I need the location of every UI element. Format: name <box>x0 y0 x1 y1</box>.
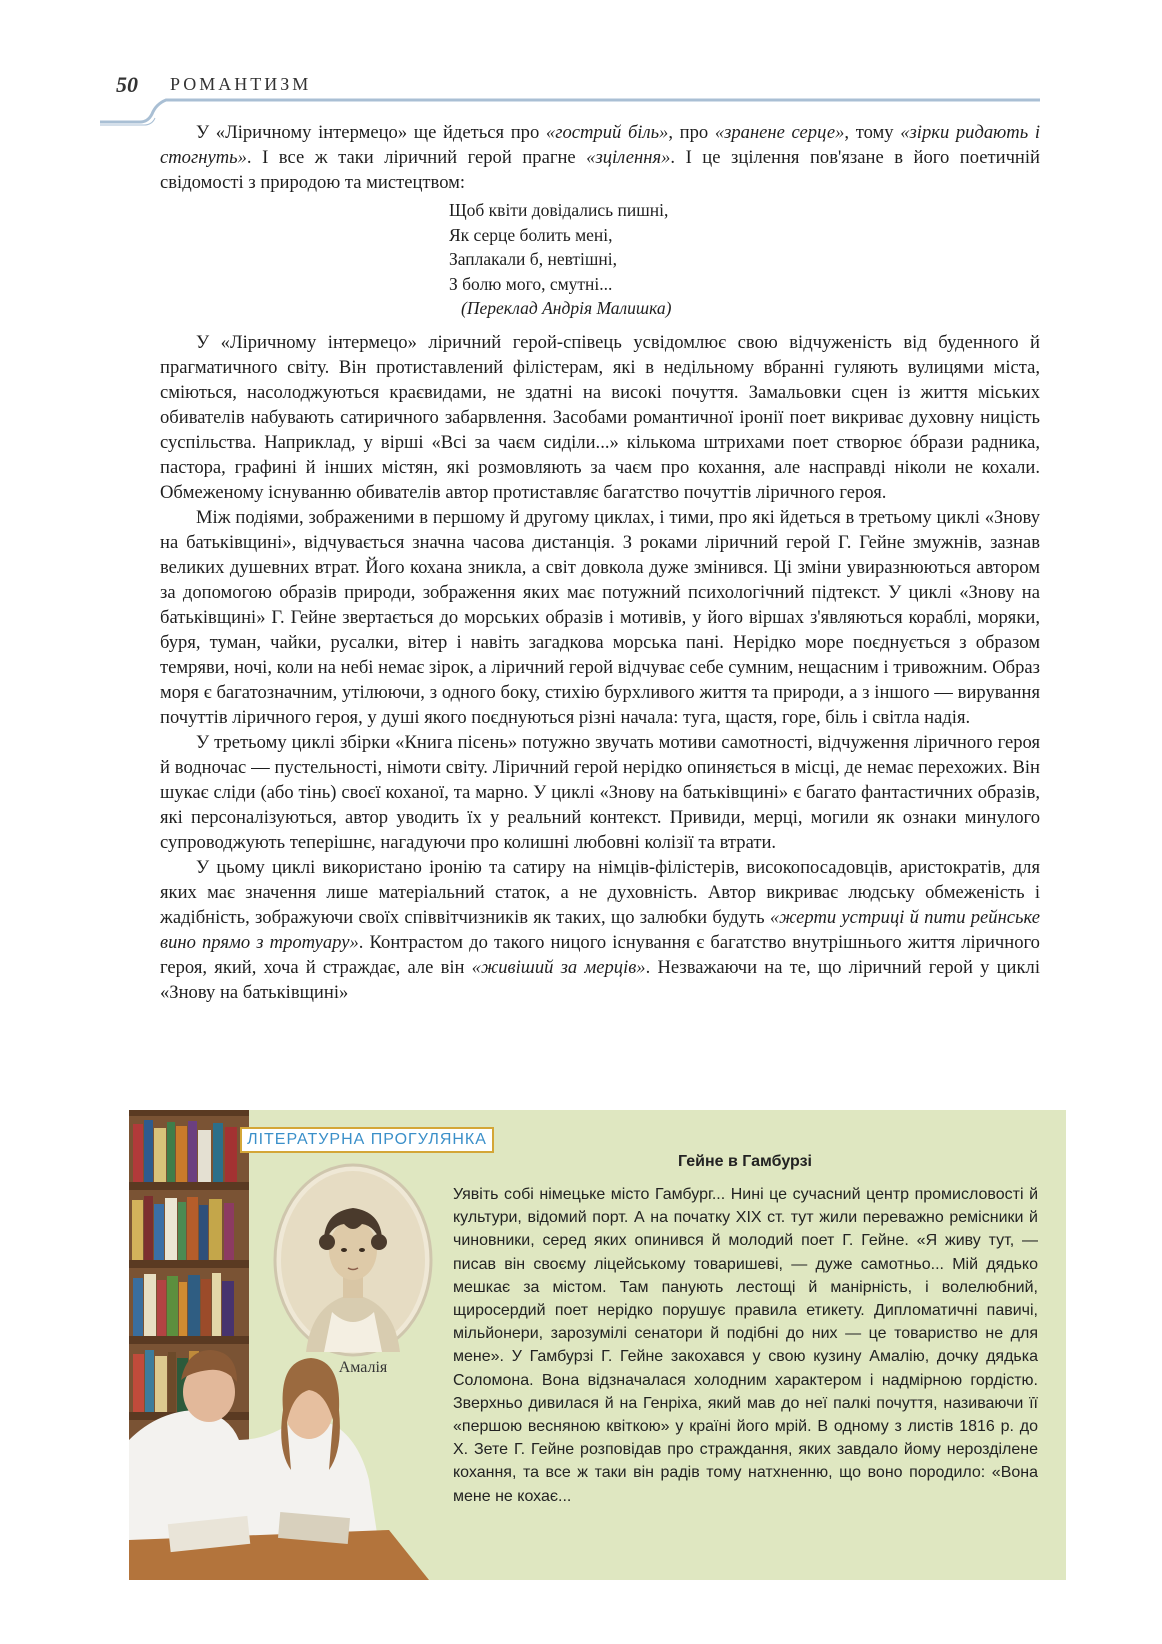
poem-quote <box>449 198 671 321</box>
body-paragraph: У «Ліричному інтермецо» ліричний герой-співець усвідомлює свою відчуженість від буденного й прагматичного світу. Він протиставлений філістерам, які в недільному вбранні гуляють вулицями міста, сміються, насолоджуються краєвидами, не здатні на високі почуття. Замальовки сцен із життя міських обивателів набувають сатиричного забарвлення. Засобами романтичної іронії поет викриває духовну ницість суспільства. Наприклад, у вірші «Всі за чаєм сиділи...» кількома штрихами поет створює óбрази радника, пастора, графині й інших містян, які розмовляють за чаєм про кохання, але насправді ніколи не кохали. Обмеженому існуванню обивателів автор протиставляє багатство почуттів ліричного героя. <box>160 332 1040 503</box>
poem-line: Як серце болить мені, <box>449 224 613 245</box>
poem-line: Щоб квіти довідались пишні, <box>449 200 669 220</box>
sidebar-text: Уявіть собі німецьке місто Гамбург... Нині це сучасний центр промисловості й культури, відомий порт. А на початку XIX ст. тут жили переважно ремісники й чиновники, серед яких опинився й молодий поет Г. Гейне. «Я живу тут, — писав він своєму ліцейському товаришеві, — дуже самотньо... Мій дядько мешкає за містом. Там панують лестощі й манірність, і волелюбний, щиросердий поет нерідко порушує правила етикету. Дипломатичні павичі, мільйонери, зарозумілі сенатори й подібні до них — це товариство не для мене». У Гамбурзі Г. Гейне закохався у свою кузину Амалію, дочку дядька Соломона. Вона відзначалася холодним характером і надмірною гордістю. Зверхньо дивилася й на Генріха, який мав до неї палкі почуття, називаючи її «першою весняною квіткою» у країні його мрій. В одному з листів 1816 р. до Х. Зете Г. Гейне розповідав про страждання, яких завдало йому нерозділене кохання, та все ж таки він радів тому натхненню, що воно породило: «Вона мене не кохає... <box>453 1186 1038 1505</box>
body-paragraph: У третьому циклі збірки «Книга пісень» потужно звучать мотиви самотності, відчуження ліричного героя й водночас — пустельності, німоти світу. Ліричний герой нерідко опиняється в місці, де немає перехожих. Він шукає сліди (або тінь) своєї коханої, та марно. У циклі «Знову на батьківщині» є багато фантастичних образів, які персоналізуються, автор уводить їх у реальний контекст. Привиди, мерці, могили як ознаки минулого супроводжують теперішнє, нагадуючи про колишні любовні колізії та втрати. <box>160 732 1040 853</box>
running-head: РОМАНТИЗМ <box>170 74 312 94</box>
sidebar-section-label: ЛІТЕРАТУРНА ПРОГУЛЯНКА <box>240 1127 494 1153</box>
body-paragraph: Між подіями, зображеними в першому й другому циклах, і тими, про які йдеться в третьому циклі «Знову на батьківщині», відчувається значна часова дистанція. З роками ліричний герой Г. Гейне змужнів, зазнав великих душевних втрат. Його кохана зникла, а світ довкола дуже змінився. Ці зміни увиразнюються автором за допомогою образів природи, зображення яких має потужний психологічний підтекст. У циклі «Знову на батьківщині» Г. Гейне звертається до морських образів і мотивів, у його віршах з'являються кораблі, моряки, буря, туман, чайки, русалки, вітер і навіть загадкова морська пані. Нерідко море поєднується з образом темряви, ночі, коли на небі немає зірок, а ліричний герой відчуває себе сумним, нещасним і тривожним. Образ моря є багатозначним, утілюючи, з одного боку, стихію бурхливого життя та природи, а з іншого — вирування почуттів ліричного героя, у душі якого поєднуються різні начала: туга, щастя, горе, біль і світла надія. <box>160 507 1040 728</box>
poem-translation-credit: (Переклад Андрія Малишка) <box>461 298 672 318</box>
portrait-caption: Амалія <box>338 1359 388 1376</box>
poem-line: Заплакали б, невтішні, <box>449 249 618 269</box>
sidebar-title: Гейне в Гамбурзі <box>678 1153 812 1170</box>
intro-paragraph: У «Ліричному інтермецо» ще йдеться про «гострий біль», про «зранене серце», тому «зірки ридають і стогнуть». І все ж таки ліричний герой прагне «зцілення». І це зцілення пов'язане в його поетичній свідомості з природою та мистецтвом: <box>160 122 1040 193</box>
body-text <box>160 330 1040 1005</box>
page-number: 50 <box>116 72 138 97</box>
body-paragraph: У цьому циклі використано іронію та сатиру на німців-філістерів, високопосадовців, аристократів, для яких має значення лише матеріальний статок, а не духовність. Автор викриває людську обмеженість і жадібність, зображуючи своїх співвітчизників як таких, що залюбки будуть «жерти устриці й пити рейнське вино прямо з тротуару». Контрастом до такого ницого існування є багатство внутрішнього життя ліричного героя, який, хоча й страждає, але він «живіший за мерців». Незважаючи на те, що ліричний герой у циклі «Знову на батьківщині» <box>160 857 1041 1003</box>
poem-line: З болю мого, смутні... <box>449 273 613 294</box>
amalia-portrait <box>272 1162 434 1359</box>
